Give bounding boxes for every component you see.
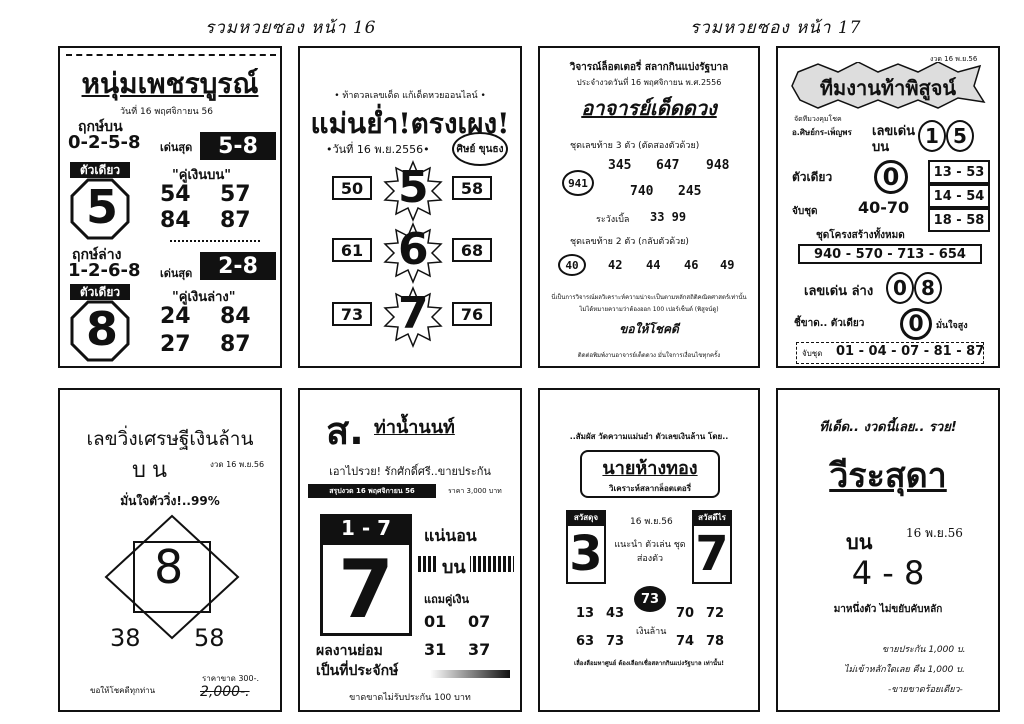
three-label: ชุดเลขท้าย 3 ตัว (ตัดสองตัวด้วย) bbox=[570, 141, 700, 151]
three-3: 948 bbox=[706, 158, 730, 173]
bottom-hot-box: 2-8 bbox=[200, 252, 276, 280]
footer: ติดต่อพิมพ์งานอาจารย์เด็ดดวง มั่นใจการเงื่อนไขทุกครั้ง bbox=[577, 352, 721, 359]
top-pair-2: 57 bbox=[220, 182, 251, 207]
top-text: บน bbox=[438, 552, 470, 581]
right-number: 58 bbox=[194, 624, 225, 652]
tagline: มาหนึ่งตัว ไม่ขยับคับหลัก bbox=[833, 604, 943, 615]
pair-bottom-3: 74 bbox=[676, 634, 695, 649]
confident: มั่นใจตัววิ่ง!..99% bbox=[120, 494, 220, 508]
watch-values: 33 99 bbox=[650, 210, 687, 224]
pair-bottom-4: 78 bbox=[706, 634, 725, 649]
center-number: 8 bbox=[154, 540, 184, 594]
pair-top-1: 13 bbox=[576, 606, 595, 621]
line1: วิจารณ์ล็อตเตอรี่ สลากกินแบ่งรัฐบาล bbox=[569, 62, 729, 73]
price-label: ราคาขาด 300-. bbox=[202, 674, 260, 683]
summary: สรุปงวด 16 พฤศจิกายน 56 bbox=[308, 484, 436, 498]
set: 40-70 bbox=[858, 198, 910, 217]
panel-sub: บน bbox=[132, 458, 174, 483]
luck-text: ขอให้โชคดี bbox=[619, 322, 679, 336]
single-bottom-label: ชี้ขาด.. ตัวเดียว bbox=[794, 318, 865, 329]
note2: ไม่เข้าหลักใดเลย คืน 1,000 บ. bbox=[844, 665, 965, 675]
note1: นี่เป็นการวิจารณ์ผลวิเคราะห์ความน่าจะเป็นตามหลักสถิติคณิตศาสตร์เท่านั้น bbox=[551, 294, 747, 301]
gradient-bar bbox=[430, 670, 510, 678]
top-hot-label: เด่นสุด bbox=[160, 141, 193, 154]
panel-date: 16 พ.ย.56 bbox=[906, 526, 963, 540]
footer: ขาดขาดไม่รับประกัน 100 บาท bbox=[349, 693, 471, 703]
title-box bbox=[580, 450, 720, 498]
single-label: ตัวเดียว bbox=[792, 170, 833, 184]
pair-3: 18 - 58 bbox=[928, 208, 990, 232]
hot-bottom-label: เลขเด่น ล่าง bbox=[804, 284, 874, 299]
row3-left: 73 bbox=[332, 302, 372, 326]
panel-tha-nam-non bbox=[298, 388, 522, 712]
bottom-pair-2: 84 bbox=[220, 304, 251, 329]
row1-right: 58 bbox=[452, 176, 492, 200]
left-label: สวัสดุจ bbox=[566, 510, 606, 524]
below-note: เงินล้าน bbox=[636, 627, 667, 637]
right-label: สวัสดีไร bbox=[692, 510, 732, 524]
two-1: 42 bbox=[608, 258, 623, 272]
two-3: 46 bbox=[684, 258, 699, 272]
row2-left: 61 bbox=[332, 238, 372, 262]
hot-top-2: 5 bbox=[946, 120, 974, 152]
top-pair-1: 54 bbox=[160, 182, 191, 207]
panel-date: งวด 16 พ.ย.56 bbox=[930, 55, 978, 63]
pair-4: 37 bbox=[468, 640, 491, 659]
top-pair-label: "คู่เงินบน" bbox=[172, 168, 232, 183]
pair-1: 13 - 53 bbox=[928, 160, 990, 184]
left-big: 3 bbox=[566, 524, 606, 584]
top-digits: 0-2-5-8 bbox=[68, 132, 141, 153]
pair-value: 4 - 8 bbox=[851, 554, 925, 592]
hot-bottom-2: 8 bbox=[914, 272, 942, 304]
row1-left: 50 bbox=[332, 176, 372, 200]
page-header-right: รวมหวยซอง หน้า 17 bbox=[690, 18, 862, 38]
structure-label: ชุดโครงสร้างทั้งหมด bbox=[816, 230, 905, 241]
top-single-label: ตัวเดียว bbox=[70, 162, 130, 178]
big-box: 7 bbox=[320, 542, 412, 636]
title-name: ท่าน้ำนนท์ bbox=[374, 417, 455, 438]
panel-date: •วันที่ 16 พ.ย.2556• bbox=[326, 143, 430, 156]
panel-date: งวด 16 พ.ย.56 bbox=[210, 460, 265, 469]
bottom-pair-3: 27 bbox=[160, 332, 191, 357]
panel-weerasuda bbox=[776, 388, 1000, 712]
bottom-pair-1: 24 bbox=[160, 304, 191, 329]
sure-text: แน่นอน bbox=[424, 526, 477, 545]
hot-bottom-1: 0 bbox=[886, 272, 914, 304]
pair-top-4: 72 bbox=[706, 606, 725, 621]
org1: จัดทีมวงคุมโชค bbox=[794, 115, 842, 123]
pair-box: 1 - 7 bbox=[320, 514, 412, 542]
note3: -ขายขาดร้อยเดียว- bbox=[888, 685, 963, 695]
luck-text: ขอให้โชคดีทุกท่าน bbox=[90, 686, 156, 695]
three-circle: 941 bbox=[562, 170, 594, 196]
hot-top-label: เลขเด่น บน bbox=[872, 124, 916, 155]
bottom-hot-label: เด่นสุด bbox=[160, 267, 193, 280]
panel-title: อาจารย์เด็ดดวง bbox=[581, 96, 717, 120]
pair-3: 31 bbox=[424, 640, 447, 659]
bottom-label: ฤกษ์ล่าง bbox=[72, 247, 122, 263]
set2-label: จับชุด bbox=[802, 349, 823, 358]
two-circle: 40 bbox=[558, 254, 586, 276]
row3-right: 76 bbox=[452, 302, 492, 326]
panel-team-prove bbox=[776, 46, 1000, 368]
panel-num-phetchabun bbox=[58, 46, 282, 368]
price-old: 2,000-. bbox=[200, 684, 250, 700]
panel-nai-hang-thong bbox=[538, 388, 760, 712]
panel-title: วีระสุดา bbox=[829, 456, 947, 496]
watch-label: ระวังเบิ้ล bbox=[596, 215, 630, 225]
note2: ไม่ได้หมายความว่าต้องออก 100 เปอร์เซ็นต์ (พิสูจน์ดู) bbox=[579, 306, 719, 313]
footer: เลื่องลือมหาศูนย์ ต้องเลือกเชื่อสลากกินแบ่งรัฐบาล เท่านั้น! bbox=[574, 660, 724, 667]
structure: 940 - 570 - 713 - 654 bbox=[798, 244, 982, 264]
panel-title: นายห้างทอง bbox=[602, 458, 698, 479]
panel-title: หนุ่มเพชรบูรณ์ bbox=[81, 67, 259, 100]
result1: ผลงานย่อม bbox=[316, 643, 383, 659]
pair-1: 01 bbox=[424, 612, 447, 631]
bottom-pair-4: 87 bbox=[220, 332, 251, 357]
top-single: 5 bbox=[86, 180, 119, 234]
row3-center: 7 bbox=[398, 288, 429, 339]
hot-top-1: 1 bbox=[918, 120, 946, 152]
page-header-left: รวมหวยซอง หน้า 16 bbox=[205, 18, 377, 38]
left-number: 38 bbox=[110, 624, 141, 652]
top-text: ทีเด็ด.. งวดนี้เลย.. รวย! bbox=[819, 420, 957, 435]
org2: อ.ศิษย์กร-เพ็ญพร bbox=[792, 128, 852, 137]
three-4: 740 bbox=[630, 184, 654, 199]
top-label: บน bbox=[846, 530, 873, 554]
panel-date: วันที่ 16 พฤศจิกายน 56 bbox=[120, 107, 213, 117]
panel-title: แม่นย่ำ!ตรงเผง! bbox=[310, 107, 510, 140]
three-1: 345 bbox=[608, 158, 632, 173]
panel-maenyam bbox=[298, 46, 522, 368]
dot-divider bbox=[170, 240, 260, 242]
panel-ajarn-detduang bbox=[538, 46, 760, 368]
set2: 01 - 04 - 07 - 81 - 87 bbox=[836, 344, 985, 359]
title-s: ส. bbox=[326, 409, 364, 453]
pair-top-3: 70 bbox=[676, 606, 695, 621]
row2-center: 6 bbox=[398, 224, 429, 275]
pair-2: 07 bbox=[468, 612, 491, 631]
tagline: • ท้าตวลเลขเด็ด แก้เด็ดหวยออนไลน์ • bbox=[334, 91, 486, 101]
two-4: 49 bbox=[720, 258, 735, 272]
two-2: 44 bbox=[646, 258, 661, 272]
right-big: 7 bbox=[692, 524, 732, 584]
price: ราคา 3,000 บาท bbox=[448, 487, 502, 495]
panel-title: เลขวิ่งเศรษฐีเงินล้าน bbox=[86, 428, 254, 450]
pair-top-2: 43 bbox=[606, 606, 625, 621]
pair-bottom-1: 63 bbox=[576, 634, 595, 649]
three-5: 245 bbox=[678, 184, 702, 199]
pair-bottom-2: 73 bbox=[606, 634, 625, 649]
bonus-label: แถมคู่เงิน bbox=[424, 593, 470, 606]
row1-center: 5 bbox=[398, 162, 429, 213]
panel-running-number bbox=[58, 388, 282, 712]
sure-text: มั่นใจสูง bbox=[936, 321, 968, 331]
panel-title: ทีมงานท้าพิสูจน์ bbox=[819, 76, 957, 100]
three-2: 647 bbox=[656, 158, 680, 173]
intro: ..สัมผัส วัดความแม่นยำ ตัวเลขเงินล้าน โดย.. bbox=[569, 432, 729, 441]
panel-date: 16 พ.ย.56 bbox=[630, 517, 673, 527]
bottom-single-label: ตัวเดียว bbox=[70, 284, 130, 300]
slogan: เอาไปรวย! รักศักดิ์ศรี..ขายประกัน bbox=[329, 465, 491, 478]
line2: ประจำงวดวันที่ 16 พฤศจิกายน พ.ศ.2556 bbox=[576, 78, 722, 87]
bottom-pair-label: "คู่เงินล่าง" bbox=[172, 290, 236, 305]
row2-right: 68 bbox=[452, 238, 492, 262]
center-note: แนะนำ ตัวเล่น ชุดส่องตัว bbox=[614, 540, 686, 564]
top-pair-3: 84 bbox=[160, 208, 191, 233]
single: 0 bbox=[874, 160, 908, 194]
bottom-digits: 1-2-6-8 bbox=[68, 260, 141, 281]
pair-2: 14 - 54 bbox=[928, 184, 990, 208]
arrow-decoration bbox=[66, 54, 276, 56]
single-bottom: 0 bbox=[900, 308, 932, 340]
bottom-single: 8 bbox=[86, 302, 119, 356]
badge: ศิษย์ ขุนธง bbox=[452, 132, 508, 166]
result2: เป็นที่ประจักษ์ bbox=[316, 663, 399, 679]
subtitle: วิเคราะห์สลากล็อตเตอรี่ bbox=[609, 484, 691, 493]
top-hot-box: 5-8 bbox=[200, 132, 276, 160]
top-pair-4: 87 bbox=[220, 208, 251, 233]
center-circle: 73 bbox=[634, 586, 666, 612]
two-label: ชุดเลขท้าย 2 ตัว (กลับตัวด้วย) bbox=[570, 237, 689, 247]
top-label: ฤกษ์บน bbox=[78, 119, 123, 135]
set-label: จับชุด bbox=[792, 206, 818, 217]
note1: ขายประกัน 1,000 บ. bbox=[882, 645, 966, 655]
